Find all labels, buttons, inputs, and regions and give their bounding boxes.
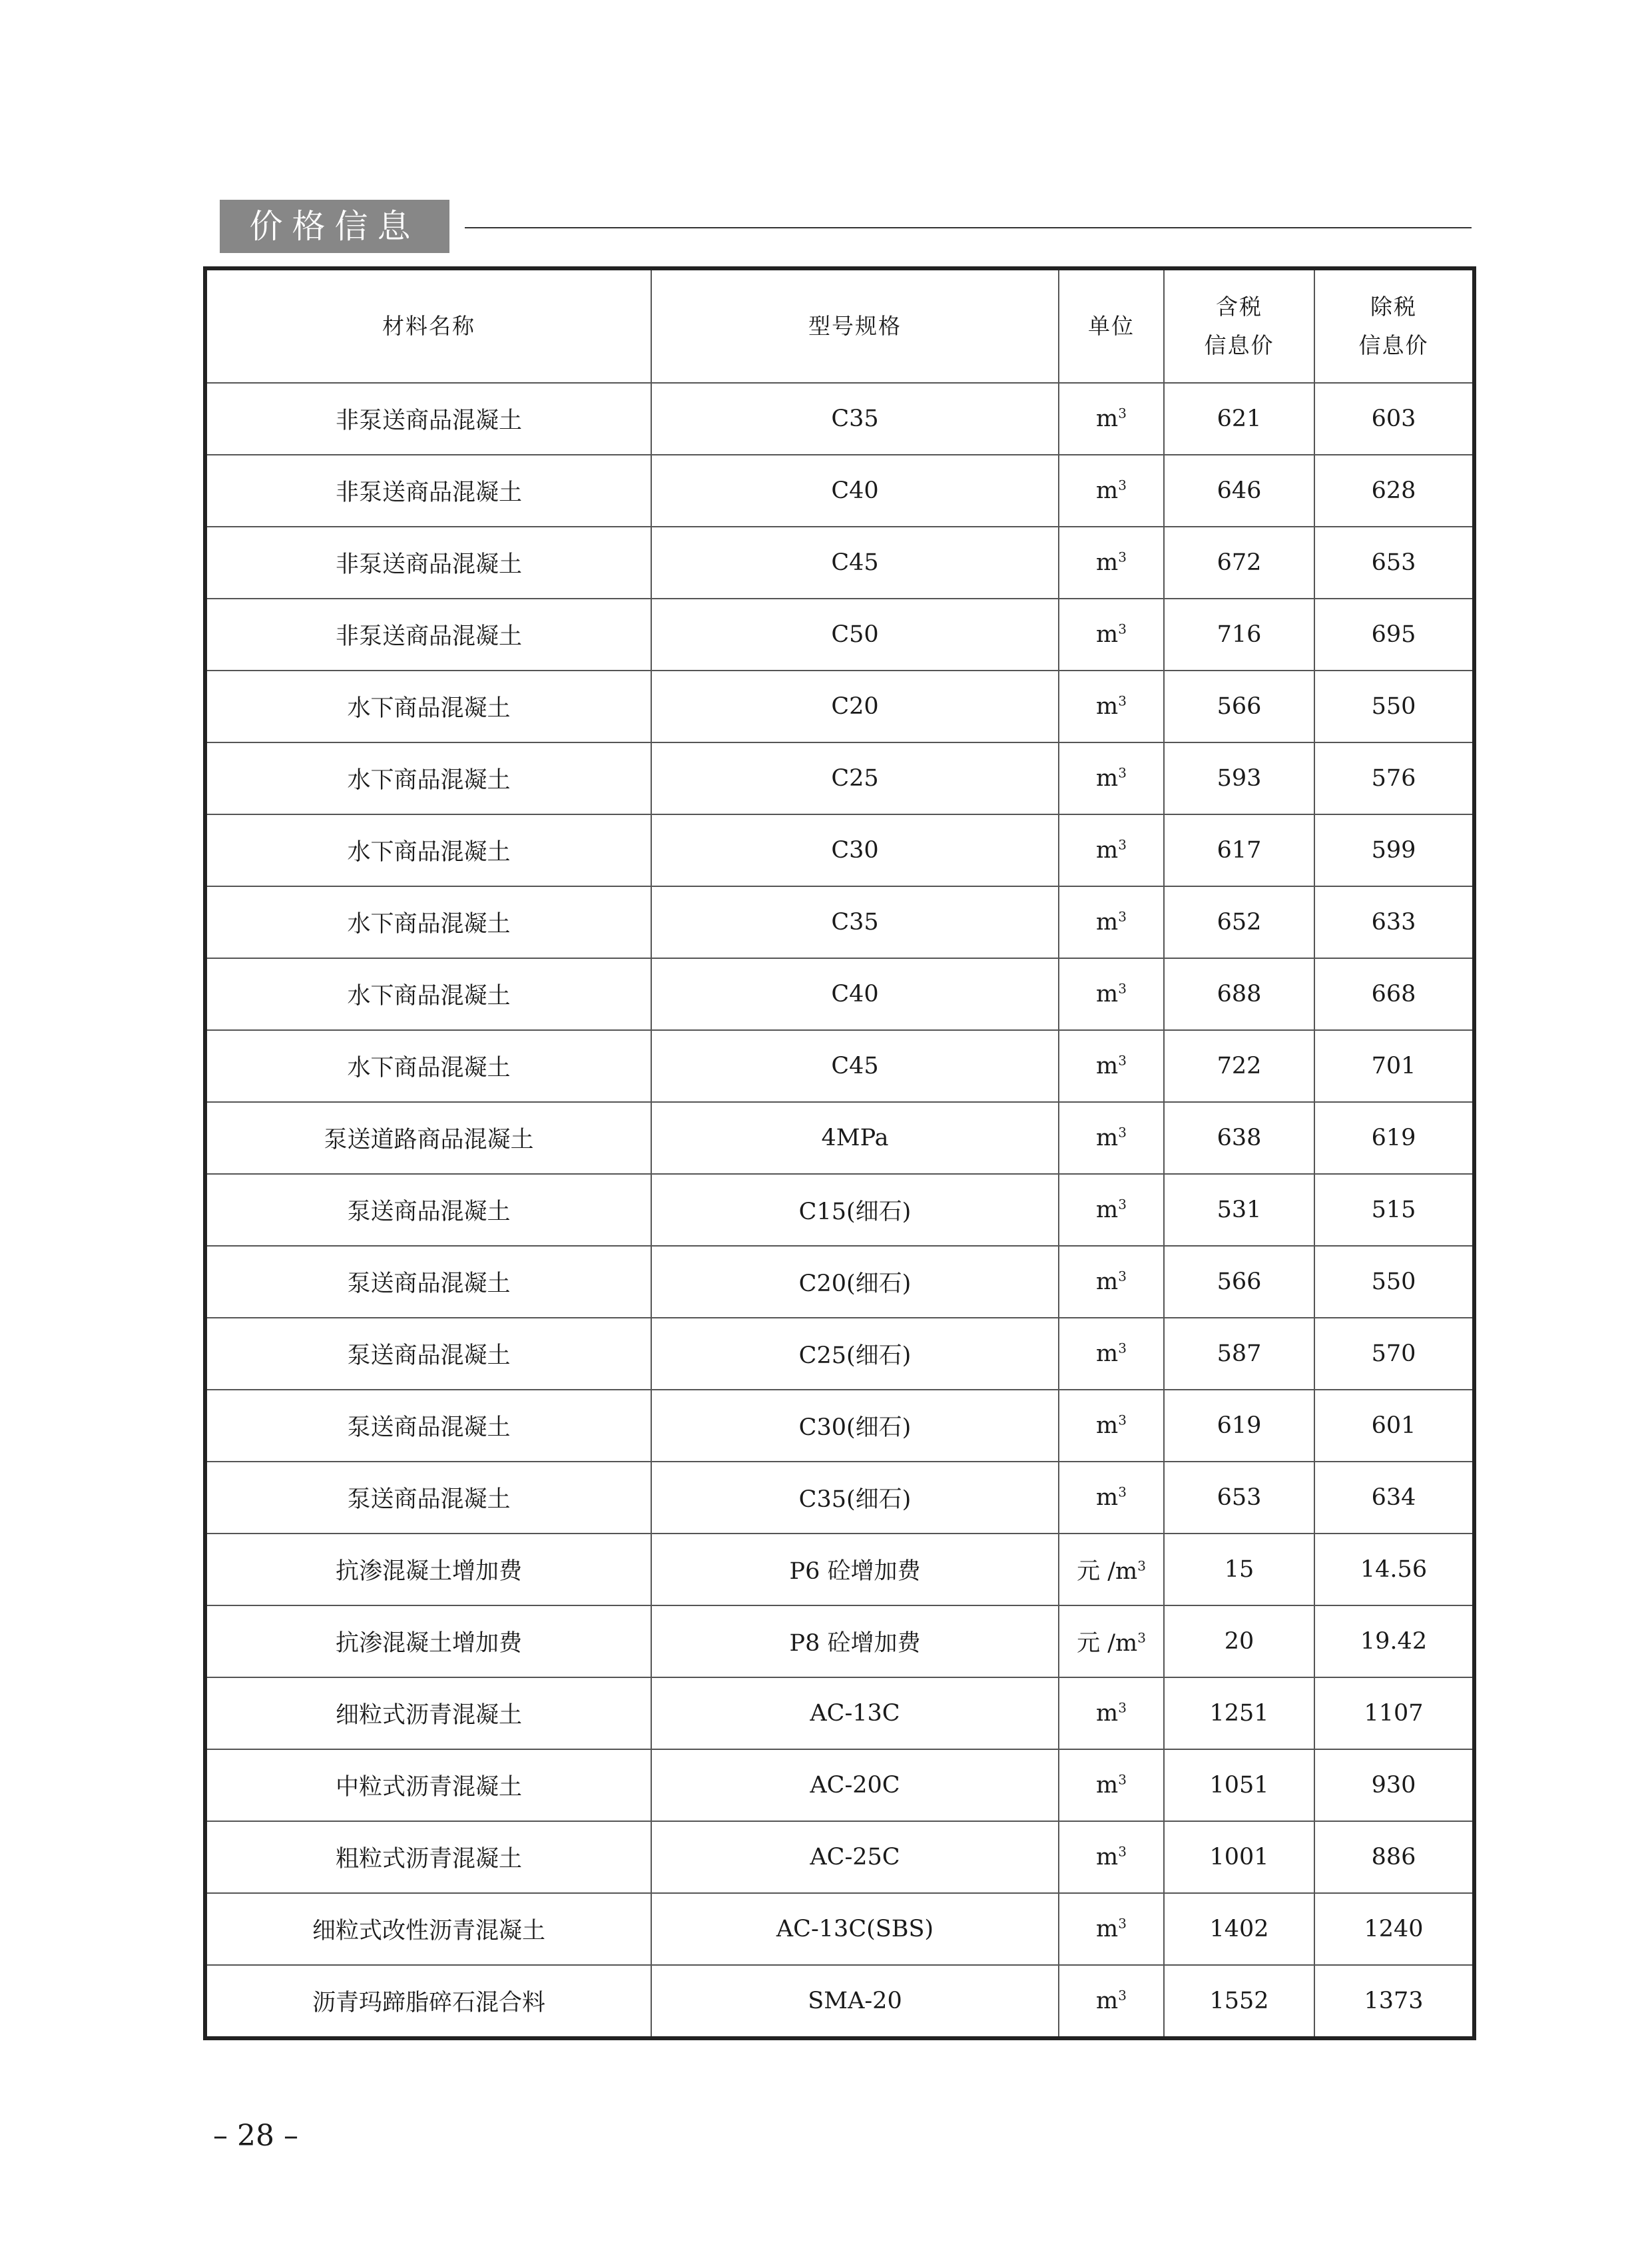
cell-price-with-tax: 566 (1164, 1246, 1314, 1318)
header-spec: 型号规格 (651, 268, 1059, 383)
cell-price-with-tax: 531 (1164, 1174, 1314, 1246)
cell-spec: C35(细石) (651, 1462, 1059, 1534)
cell-spec: C40 (651, 455, 1059, 527)
cell-price-with-tax: 716 (1164, 599, 1314, 671)
cell-spec: C45 (651, 1030, 1059, 1102)
table-row (205, 1102, 1474, 1174)
table-row (205, 1318, 1474, 1390)
cell-unit: $m^3$ (1059, 1030, 1164, 1102)
cell-spec: AC-13C (651, 1677, 1059, 1749)
table-row (205, 1534, 1474, 1605)
cell-material-name: 抗渗混凝土增加费 (205, 1534, 651, 1605)
cell-unit: $m^3$ (1059, 886, 1164, 958)
cell-price-without-tax: 515 (1314, 1174, 1474, 1246)
cell-material-name: 细粒式沥青混凝土 (205, 1677, 651, 1749)
cell-material-name: 非泵送商品混凝土 (205, 527, 651, 599)
cell-price-with-tax: 566 (1164, 671, 1314, 742)
cell-unit: $m^3$ (1059, 742, 1164, 814)
table-row (205, 1821, 1474, 1893)
cell-unit: 元 $/m^3$ (1059, 1534, 1164, 1605)
cell-material-name: 中粒式沥青混凝土 (205, 1749, 651, 1821)
table-header-row (205, 268, 1474, 383)
table-row (205, 1965, 1474, 2038)
cell-price-without-tax: 570 (1314, 1318, 1474, 1390)
cell-spec: C20(细石) (651, 1246, 1059, 1318)
cell-price-with-tax: 1251 (1164, 1677, 1314, 1749)
cell-material-name: 抗渗混凝土增加费 (205, 1605, 651, 1677)
cell-price-without-tax: 550 (1314, 1246, 1474, 1318)
section-divider (465, 227, 1472, 228)
cell-material-name: 水下商品混凝土 (205, 1030, 651, 1102)
table-body (205, 383, 1474, 2038)
cell-price-without-tax: 633 (1314, 886, 1474, 958)
cell-spec: C30 (651, 814, 1059, 886)
cell-price-with-tax: 722 (1164, 1030, 1314, 1102)
cell-material-name: 泵送商品混凝土 (205, 1174, 651, 1246)
cell-price-without-tax: 701 (1314, 1030, 1474, 1102)
cell-price-with-tax: 587 (1164, 1318, 1314, 1390)
section-header (220, 200, 1472, 253)
cell-price-with-tax: 1402 (1164, 1893, 1314, 1965)
cell-price-with-tax: 621 (1164, 383, 1314, 455)
cell-spec: AC-13C(SBS) (651, 1893, 1059, 1965)
cell-spec: C25 (651, 742, 1059, 814)
table-row (205, 886, 1474, 958)
cell-price-without-tax: 1373 (1314, 1965, 1474, 2038)
table-row (205, 814, 1474, 886)
header-material-name: 材料名称 (205, 268, 651, 383)
cell-price-without-tax: 1107 (1314, 1677, 1474, 1749)
cell-price-without-tax: 695 (1314, 599, 1474, 671)
cell-price-with-tax: 688 (1164, 958, 1314, 1030)
cell-price-without-tax: 668 (1314, 958, 1474, 1030)
table-row (205, 1030, 1474, 1102)
table-row (205, 671, 1474, 742)
cell-price-with-tax: 672 (1164, 527, 1314, 599)
table-row (205, 383, 1474, 455)
cell-unit: 元 $/m^3$ (1059, 1605, 1164, 1677)
table-row (205, 1749, 1474, 1821)
cell-material-name: 细粒式改性沥青混凝土 (205, 1893, 651, 1965)
cell-price-with-tax: 619 (1164, 1390, 1314, 1462)
cell-material-name: 水下商品混凝土 (205, 671, 651, 742)
cell-price-without-tax: 14.56 (1314, 1534, 1474, 1605)
cell-price-with-tax: 617 (1164, 814, 1314, 886)
cell-material-name: 水下商品混凝土 (205, 814, 651, 886)
cell-spec: C50 (651, 599, 1059, 671)
table-row (205, 1174, 1474, 1246)
cell-price-with-tax: 1001 (1164, 1821, 1314, 1893)
table-row (205, 742, 1474, 814)
cell-spec: C20 (651, 671, 1059, 742)
cell-unit: $m^3$ (1059, 814, 1164, 886)
cell-unit: $m^3$ (1059, 1749, 1164, 1821)
cell-price-without-tax: 603 (1314, 383, 1474, 455)
cell-price-with-tax: 646 (1164, 455, 1314, 527)
page-number: – 28 – (213, 2119, 298, 2153)
table-row (205, 527, 1474, 599)
header-unit: 单位 (1059, 268, 1164, 383)
cell-price-with-tax: 638 (1164, 1102, 1314, 1174)
cell-price-without-tax: 930 (1314, 1749, 1474, 1821)
cell-price-with-tax: 593 (1164, 742, 1314, 814)
cell-price-without-tax: 653 (1314, 527, 1474, 599)
cell-material-name: 泵送道路商品混凝土 (205, 1102, 651, 1174)
cell-spec: C35 (651, 383, 1059, 455)
cell-unit: $m^3$ (1059, 455, 1164, 527)
cell-price-without-tax: 619 (1314, 1102, 1474, 1174)
cell-price-without-tax: 601 (1314, 1390, 1474, 1462)
cell-unit: $m^3$ (1059, 1174, 1164, 1246)
header-price-with-tax: 含税 信息价 (1164, 268, 1314, 383)
cell-spec: C35 (651, 886, 1059, 958)
cell-price-with-tax: 15 (1164, 1534, 1314, 1605)
cell-price-with-tax: 1552 (1164, 1965, 1314, 2038)
cell-material-name: 水下商品混凝土 (205, 886, 651, 958)
cell-price-without-tax: 576 (1314, 742, 1474, 814)
cell-price-without-tax: 19.42 (1314, 1605, 1474, 1677)
cell-material-name: 非泵送商品混凝土 (205, 455, 651, 527)
cell-material-name: 泵送商品混凝土 (205, 1318, 651, 1390)
cell-material-name: 泵送商品混凝土 (205, 1390, 651, 1462)
cell-spec: C25(细石) (651, 1318, 1059, 1390)
cell-spec: C30(细石) (651, 1390, 1059, 1462)
cell-price-without-tax: 599 (1314, 814, 1474, 886)
cell-unit: $m^3$ (1059, 1390, 1164, 1462)
cell-price-with-tax: 653 (1164, 1462, 1314, 1534)
cell-price-with-tax: 652 (1164, 886, 1314, 958)
cell-unit: $m^3$ (1059, 1893, 1164, 1965)
cell-price-without-tax: 628 (1314, 455, 1474, 527)
cell-price-without-tax: 550 (1314, 671, 1474, 742)
cell-unit: $m^3$ (1059, 958, 1164, 1030)
table-row (205, 455, 1474, 527)
cell-material-name: 水下商品混凝土 (205, 742, 651, 814)
cell-spec: AC-20C (651, 1749, 1059, 1821)
cell-material-name: 非泵送商品混凝土 (205, 383, 651, 455)
cell-spec: P6 砼增加费 (651, 1534, 1059, 1605)
cell-material-name: 水下商品混凝土 (205, 958, 651, 1030)
table-row (205, 1605, 1474, 1677)
cell-unit: $m^3$ (1059, 1462, 1164, 1534)
table-row (205, 1677, 1474, 1749)
table-row (205, 1390, 1474, 1462)
table-row (205, 1893, 1474, 1965)
cell-spec: C40 (651, 958, 1059, 1030)
cell-unit: $m^3$ (1059, 1102, 1164, 1174)
table-row (205, 1246, 1474, 1318)
cell-spec: P8 砼增加费 (651, 1605, 1059, 1677)
cell-unit: $m^3$ (1059, 1318, 1164, 1390)
cell-unit: $m^3$ (1059, 1821, 1164, 1893)
cell-unit: $m^3$ (1059, 599, 1164, 671)
section-title: 价格信息 (220, 200, 449, 253)
cell-price-without-tax: 886 (1314, 1821, 1474, 1893)
table-row (205, 1462, 1474, 1534)
cell-material-name: 泵送商品混凝土 (205, 1246, 651, 1318)
cell-unit: $m^3$ (1059, 527, 1164, 599)
cell-unit: $m^3$ (1059, 1965, 1164, 2038)
table-row (205, 958, 1474, 1030)
price-table (203, 266, 1476, 2040)
cell-material-name: 粗粒式沥青混凝土 (205, 1821, 651, 1893)
cell-unit: $m^3$ (1059, 1246, 1164, 1318)
cell-price-with-tax: 20 (1164, 1605, 1314, 1677)
cell-spec: C45 (651, 527, 1059, 599)
cell-spec: 4MPa (651, 1102, 1059, 1174)
cell-material-name: 泵送商品混凝土 (205, 1462, 651, 1534)
table-row (205, 599, 1474, 671)
cell-spec: AC-25C (651, 1821, 1059, 1893)
cell-unit: $m^3$ (1059, 671, 1164, 742)
cell-spec: SMA-20 (651, 1965, 1059, 2038)
cell-price-without-tax: 1240 (1314, 1893, 1474, 1965)
cell-price-with-tax: 1051 (1164, 1749, 1314, 1821)
cell-price-without-tax: 634 (1314, 1462, 1474, 1534)
header-price-without-tax: 除税 信息价 (1314, 268, 1474, 383)
cell-unit: $m^3$ (1059, 1677, 1164, 1749)
cell-spec: C15(细石) (651, 1174, 1059, 1246)
cell-material-name: 非泵送商品混凝土 (205, 599, 651, 671)
cell-material-name: 沥青玛蹄脂碎石混合料 (205, 1965, 651, 2038)
cell-unit: $m^3$ (1059, 383, 1164, 455)
